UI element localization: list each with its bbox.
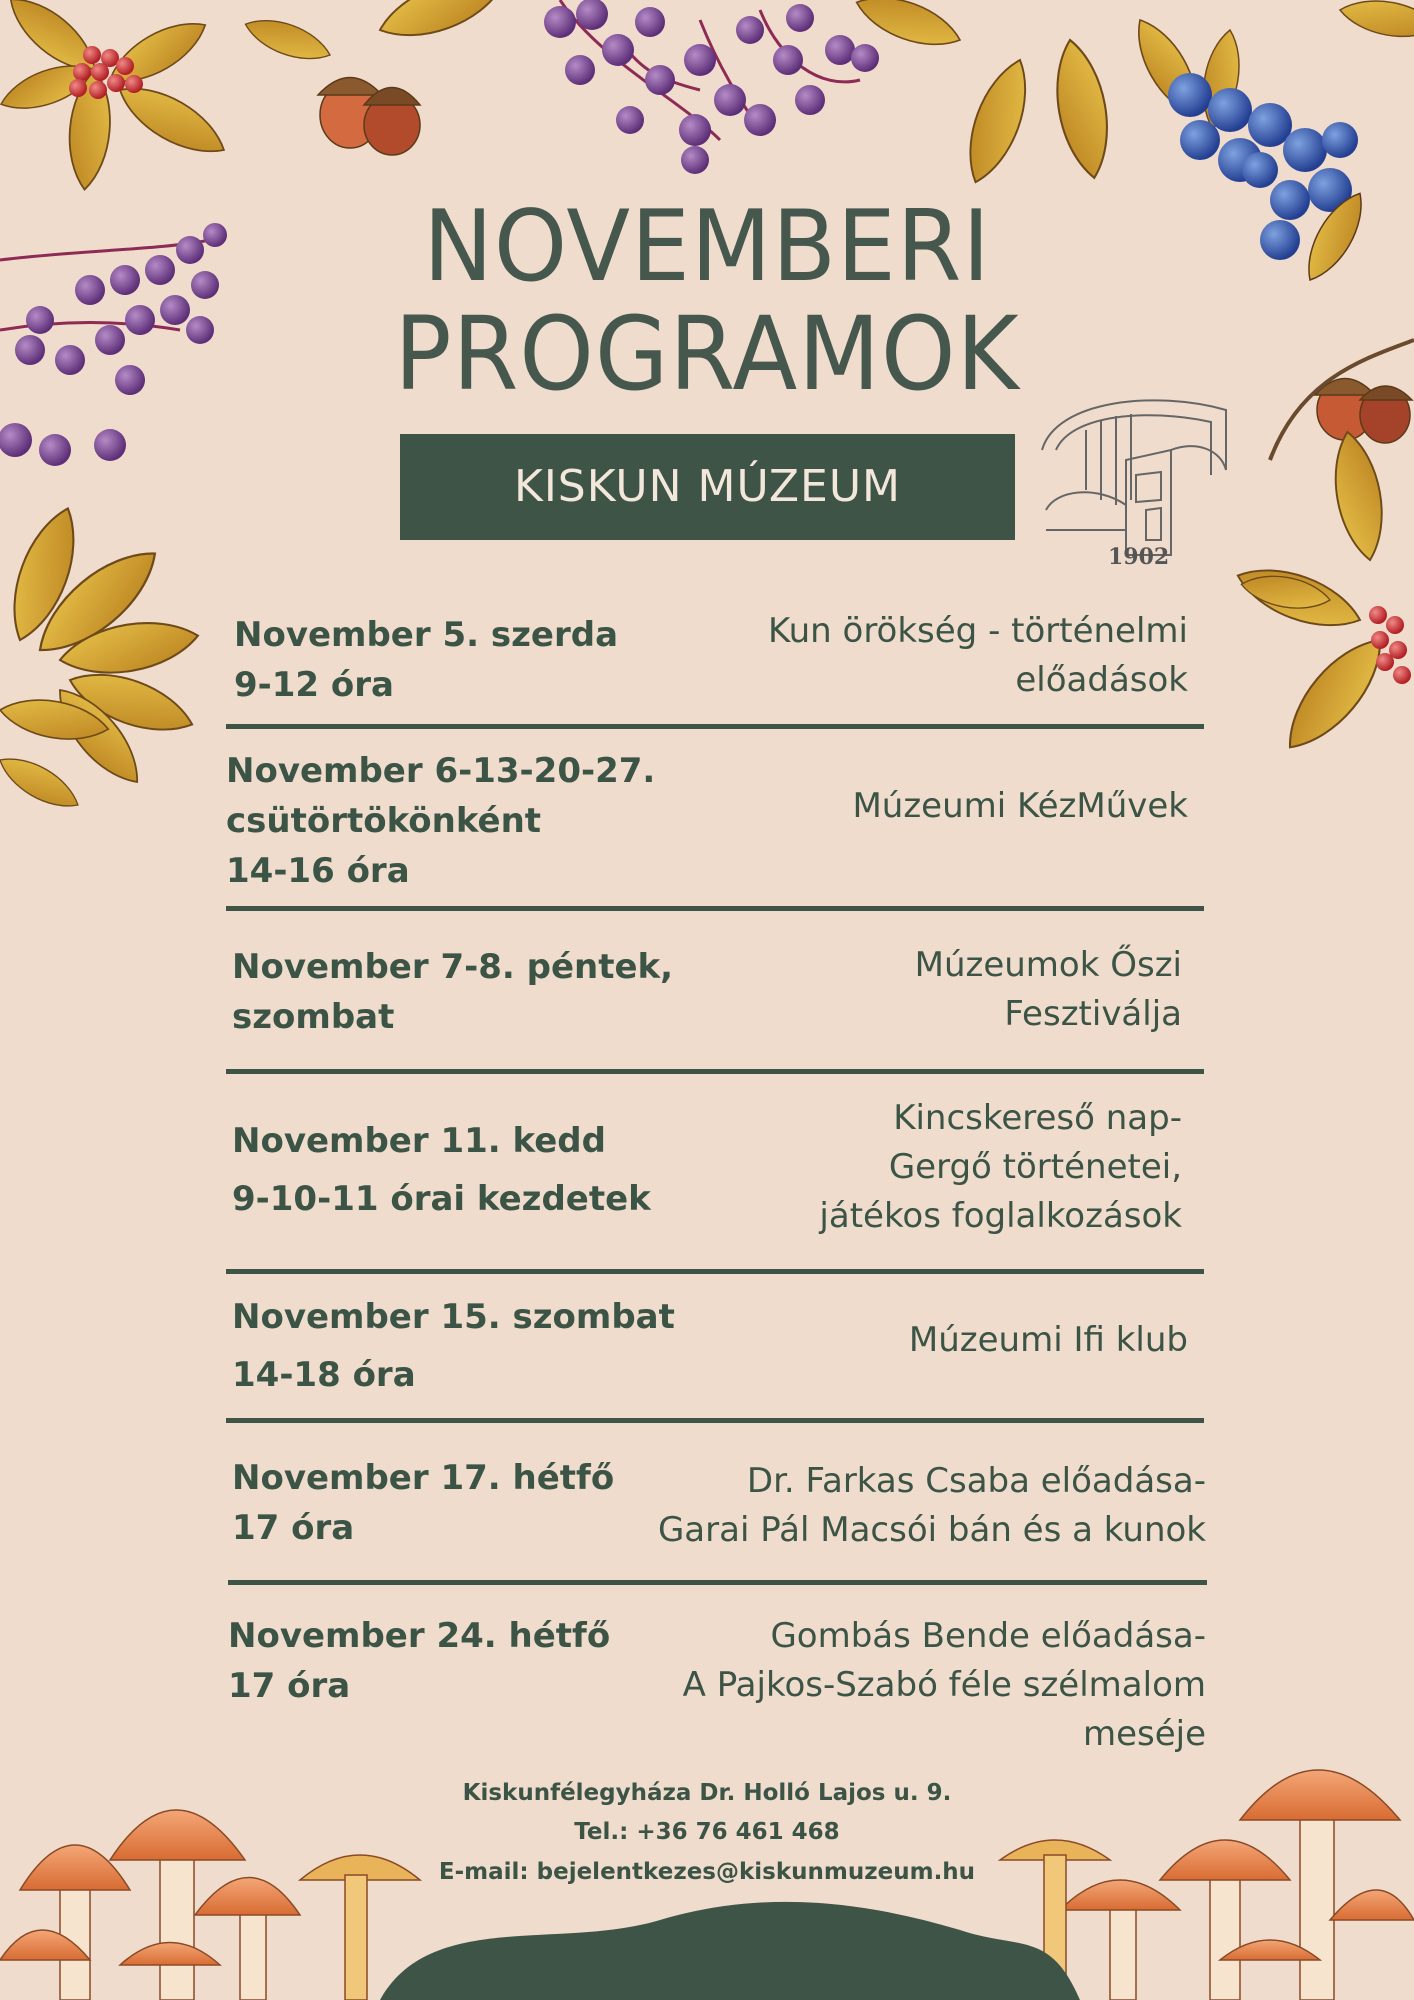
event-date: November 5. szerda 9-12 óra [234,615,619,705]
contact-email[interactable]: E-mail: bejelentkezes@kiskunmuzeum.hu [438,1859,976,1885]
event-divider [226,1418,1204,1423]
event-title: Múzeumi Ifi klub [908,1320,1188,1360]
event-divider [226,1269,1204,1274]
acorns-top [318,78,420,156]
event-title: Dr. Farkas Csaba előadása- Garai Pál Macsói bán és a kunok [657,1461,1206,1550]
leaf-cluster-top-right [850,0,1414,189]
event-title: Múzeumok Őszi Fesztiválja [914,945,1182,1034]
page-title-line-2: PROGRAMOK [394,295,1020,414]
purple-berries-top-fruit [544,0,879,174]
contact-address: Kiskunfélegyháza Dr. Holló Lajos u. 9. [462,1780,952,1806]
event-title: Múzeumi KézMűvek [852,786,1188,826]
museum-name-banner: KISKUN MÚZEUM [400,434,1015,540]
red-berries-right [1369,606,1411,684]
emblem-year: 1902 [1108,544,1170,570]
event-date: November 7-8. péntek, szombat [232,947,674,1037]
event-date: November 15. szombat 14-18 óra [232,1297,675,1395]
event-title: Gombás Bende előadása- A Pajkos-Szabó féle szélmalom meséje [682,1616,1206,1754]
event-date: November 11. kedd 9-10-11 órai kezdetek [232,1121,651,1219]
event-divider [226,906,1204,911]
leaf-cluster-left [0,501,202,818]
event-date: November 24. hétfő 17 óra [228,1616,611,1706]
event-date: November 17. hétfő 17 óra [232,1458,615,1548]
page-title-line-1: NOVEMBERI [423,190,991,304]
event-divider [228,1580,1207,1585]
leaf-cluster-right [1231,428,1398,762]
event-divider [226,724,1204,729]
bottom-wave [0,1870,1414,2000]
event-title: Kincskereső nap- Gergő történetei, játékos foglalkozások [819,1098,1182,1236]
event-date: November 6-13-20-27. csütörtökönként 14-16 óra [226,751,656,891]
contact-phone: Tel.: +36 76 461 468 [574,1819,840,1845]
event-title: Kun örökség - történelmi előadások [768,611,1188,700]
event-divider [226,1069,1204,1074]
